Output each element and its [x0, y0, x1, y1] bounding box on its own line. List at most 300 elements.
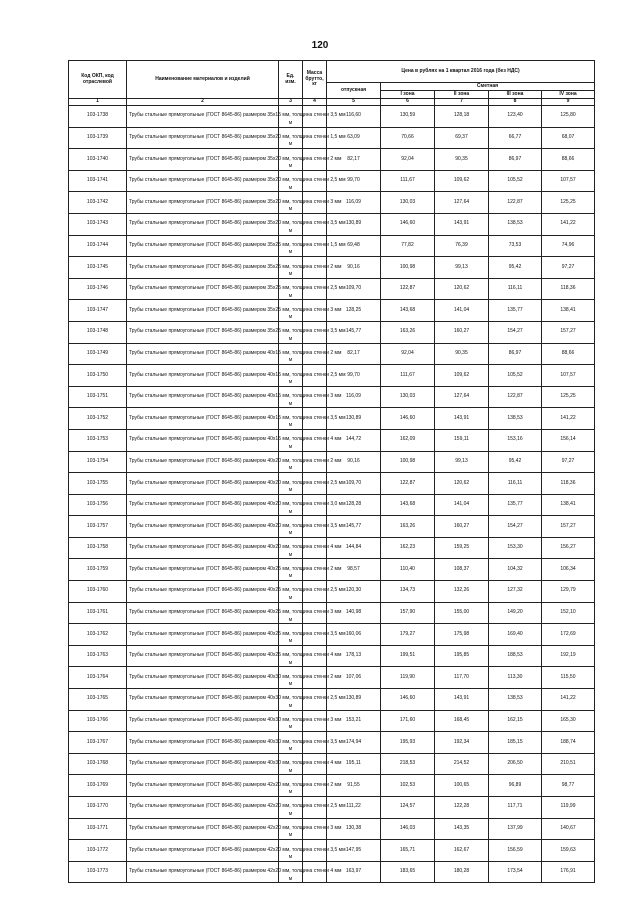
price-otpusknaya: 153,21 — [327, 710, 381, 732]
price-zone-1: 146,03 — [381, 818, 435, 840]
price-zone-4: 192,19 — [542, 645, 595, 667]
table-row — [69, 732, 595, 754]
item-code: 103-1769 — [69, 775, 127, 797]
item-name: Трубы стальные прямоугольные (ГОСТ 8645-86) размером 40х30 мм, толщина стенки 2 мм — [127, 667, 279, 689]
price-zone-1: 157,90 — [381, 602, 435, 624]
item-code: 103-1762 — [69, 624, 127, 646]
price-zone-2: 143,91 — [435, 689, 489, 711]
price-zone-3: 113,30 — [489, 667, 542, 689]
table-row — [69, 516, 595, 538]
price-zone-2: 160,27 — [435, 516, 489, 538]
price-zone-1: 165,71 — [381, 840, 435, 862]
price-zone-1: 92,04 — [381, 343, 435, 365]
price-zone-3: 73,53 — [489, 235, 542, 257]
table-row — [69, 343, 595, 365]
table-row — [69, 537, 595, 559]
item-name: Трубы стальные прямоугольные (ГОСТ 8645-86) размером 40х15 мм, толщина стенки 3,5 мм — [127, 408, 279, 430]
item-unit: м — [279, 429, 303, 451]
item-unit: м — [279, 602, 303, 624]
price-zone-2: 143,35 — [435, 818, 489, 840]
price-otpusknaya: 130,89 — [327, 408, 381, 430]
price-zone-3: 153,30 — [489, 537, 542, 559]
price-zone-2: 90,35 — [435, 343, 489, 365]
price-zone-4: 115,50 — [542, 667, 595, 689]
price-zone-3: 116,11 — [489, 278, 542, 300]
price-zone-3: 135,77 — [489, 300, 542, 322]
item-code: 103-1752 — [69, 408, 127, 430]
price-zone-1: 143,68 — [381, 300, 435, 322]
price-otpusknaya: 90,16 — [327, 257, 381, 279]
header-code: Код ОКП, код отраслевой — [69, 61, 127, 99]
price-zone-1: 70,66 — [381, 127, 435, 149]
price-zone-4: 159,63 — [542, 840, 595, 862]
price-otpusknaya: 178,13 — [327, 645, 381, 667]
item-unit: м — [279, 235, 303, 257]
price-otpusknaya: 99,70 — [327, 365, 381, 387]
price-zone-4: 141,22 — [542, 689, 595, 711]
price-zone-2: 155,00 — [435, 602, 489, 624]
price-zone-4: 107,57 — [542, 170, 595, 192]
item-name: Трубы стальные прямоугольные (ГОСТ 8645-86) размером 40х15 мм, толщина стенки 3 мм — [127, 386, 279, 408]
table-row — [69, 753, 595, 775]
price-zone-1: 100,98 — [381, 451, 435, 473]
price-zone-2: 128,18 — [435, 106, 489, 128]
price-zone-3: 104,32 — [489, 559, 542, 581]
item-name: Трубы стальные прямоугольные (ГОСТ 8645-86) размером 35х25 мм, толщина стенки 2 мм — [127, 257, 279, 279]
price-zone-3: 123,40 — [489, 106, 542, 128]
price-zone-4: 138,41 — [542, 300, 595, 322]
header-zone-1: I зона — [381, 91, 435, 99]
price-zone-3: 153,16 — [489, 429, 542, 451]
item-name: Трубы стальные прямоугольные (ГОСТ 8645-86) размером 35х20 мм, толщина стенки 3 мм — [127, 192, 279, 214]
price-zone-3: 137,99 — [489, 818, 542, 840]
item-unit: м — [279, 386, 303, 408]
price-otpusknaya: 130,38 — [327, 818, 381, 840]
item-code: 103-1756 — [69, 494, 127, 516]
item-code: 103-1749 — [69, 343, 127, 365]
price-zone-3: 138,53 — [489, 408, 542, 430]
price-zone-2: 175,98 — [435, 624, 489, 646]
price-zone-2: 99,13 — [435, 451, 489, 473]
price-zone-2: 122,28 — [435, 797, 489, 819]
price-zone-1: 146,60 — [381, 689, 435, 711]
price-zone-4: 98,77 — [542, 775, 595, 797]
price-zone-3: 135,77 — [489, 494, 542, 516]
price-zone-1: 111,67 — [381, 365, 435, 387]
price-zone-4: 118,36 — [542, 278, 595, 300]
price-zone-3: 138,53 — [489, 213, 542, 235]
table-row — [69, 559, 595, 581]
price-zone-1: 195,93 — [381, 732, 435, 754]
item-name: Трубы стальные прямоугольные (ГОСТ 8645-86) размером 40х15 мм, толщина стенки 4 мм — [127, 429, 279, 451]
price-otpusknaya: 116,60 — [327, 106, 381, 128]
col-number: 2 — [127, 99, 279, 106]
table-row — [69, 689, 595, 711]
price-zone-4: 165,30 — [542, 710, 595, 732]
price-otpusknaya: 69,48 — [327, 235, 381, 257]
item-name: Трубы стальные прямоугольные (ГОСТ 8645-86) размером 40х20 мм, толщина стенки 2 мм — [127, 451, 279, 473]
price-zone-2: 132,26 — [435, 581, 489, 603]
price-otpusknaya: 116,09 — [327, 192, 381, 214]
price-zone-4: 157,27 — [542, 321, 595, 343]
table-row — [69, 257, 595, 279]
table-row — [69, 624, 595, 646]
item-unit: м — [279, 365, 303, 387]
price-otpusknaya: 163,97 — [327, 861, 381, 883]
price-zone-3: 185,15 — [489, 732, 542, 754]
item-code: 103-1739 — [69, 127, 127, 149]
item-code: 103-1747 — [69, 300, 127, 322]
table-row — [69, 775, 595, 797]
page-number: 120 — [311, 40, 329, 51]
item-unit: м — [279, 645, 303, 667]
price-zone-3: 188,53 — [489, 645, 542, 667]
item-unit: м — [279, 473, 303, 495]
price-zone-4: 210,51 — [542, 753, 595, 775]
item-unit: м — [279, 321, 303, 343]
col-number: 1 — [69, 99, 127, 106]
item-code: 103-1748 — [69, 321, 127, 343]
price-zone-2: 100,65 — [435, 775, 489, 797]
item-name: Трубы стальные прямоугольные (ГОСТ 8645-86) размером 40х20 мм, толщина стенки 4 мм — [127, 537, 279, 559]
price-zone-4: 68,07 — [542, 127, 595, 149]
table-row — [69, 581, 595, 603]
item-unit: м — [279, 149, 303, 171]
price-zone-1: 163,26 — [381, 321, 435, 343]
item-code: 103-1744 — [69, 235, 127, 257]
item-unit: м — [279, 797, 303, 819]
price-zone-1: 110,40 — [381, 559, 435, 581]
item-name: Трубы стальные прямоугольные (ГОСТ 8645-86) размером 35х20 мм, толщина стенки 1,5 мм — [127, 127, 279, 149]
item-unit: м — [279, 581, 303, 603]
price-zone-2: 127,64 — [435, 386, 489, 408]
price-otpusknaya: 128,28 — [327, 494, 381, 516]
price-zone-2: 214,52 — [435, 753, 489, 775]
price-zone-4: 157,27 — [542, 516, 595, 538]
price-otpusknaya: 130,89 — [327, 689, 381, 711]
item-code: 103-1765 — [69, 689, 127, 711]
price-otpusknaya: 99,70 — [327, 170, 381, 192]
price-zone-1: 130,03 — [381, 192, 435, 214]
item-name: Трубы стальные прямоугольные (ГОСТ 8645-86) размером 40х25 мм, толщина стенки 4 мм — [127, 645, 279, 667]
item-name: Трубы стальные прямоугольные (ГОСТ 8645-86) размером 40х30 мм, толщина стенки 3,5 мм — [127, 732, 279, 754]
table-row — [69, 106, 595, 128]
item-unit: м — [279, 753, 303, 775]
col-number: 8 — [489, 99, 542, 106]
header-price: Цена в рублях на 1 квартал 2016 года (без НДС) — [327, 61, 595, 83]
price-zone-1: 122,87 — [381, 278, 435, 300]
price-zone-4: 118,36 — [542, 473, 595, 495]
item-unit: м — [279, 300, 303, 322]
price-zone-2: 109,62 — [435, 170, 489, 192]
price-zone-2: 159,25 — [435, 537, 489, 559]
price-otpusknaya: 147,95 — [327, 840, 381, 862]
item-unit: м — [279, 257, 303, 279]
item-name: Трубы стальные прямоугольные (ГОСТ 8645-86) размером 35х25 мм, толщина стенки 1,5 мм — [127, 235, 279, 257]
item-code: 103-1751 — [69, 386, 127, 408]
price-zone-1: 119,90 — [381, 667, 435, 689]
item-unit: м — [279, 170, 303, 192]
price-zone-2: 117,70 — [435, 667, 489, 689]
price-otpusknaya: 145,77 — [327, 321, 381, 343]
price-zone-3: 95,42 — [489, 451, 542, 473]
price-otpusknaya: 107,06 — [327, 667, 381, 689]
price-zone-3: 86,97 — [489, 343, 542, 365]
price-zone-2: 99,13 — [435, 257, 489, 279]
item-name: Трубы стальные прямоугольные (ГОСТ 8645-86) размером 40х25 мм, толщина стенки 2,5 мм — [127, 581, 279, 603]
price-zone-2: 109,62 — [435, 365, 489, 387]
price-zone-1: 179,27 — [381, 624, 435, 646]
price-zone-2: 141,04 — [435, 300, 489, 322]
price-zone-2: 69,37 — [435, 127, 489, 149]
item-code: 103-1754 — [69, 451, 127, 473]
header-smetnaya: Сметная — [381, 83, 595, 91]
table-row — [69, 300, 595, 322]
price-table — [68, 60, 595, 883]
table-row — [69, 429, 595, 451]
item-unit: м — [279, 494, 303, 516]
price-otpusknaya: 144,84 — [327, 537, 381, 559]
item-name: Трубы стальные прямоугольные (ГОСТ 8645-86) размером 42х20 мм, толщина стенки 2,5 мм — [127, 797, 279, 819]
price-zone-2: 120,62 — [435, 473, 489, 495]
price-zone-4: 156,14 — [542, 429, 595, 451]
item-unit: м — [279, 840, 303, 862]
price-zone-1: 199,51 — [381, 645, 435, 667]
price-zone-4: 141,22 — [542, 408, 595, 430]
item-code: 103-1742 — [69, 192, 127, 214]
table-row — [69, 494, 595, 516]
price-otpusknaya: 63,09 — [327, 127, 381, 149]
price-zone-4: 119,99 — [542, 797, 595, 819]
price-zone-3: 105,52 — [489, 365, 542, 387]
table-row — [69, 170, 595, 192]
item-unit: м — [279, 775, 303, 797]
item-name: Трубы стальные прямоугольные (ГОСТ 8645-86) размером 35х20 мм, толщина стенки 2,5 мм — [127, 170, 279, 192]
item-name: Трубы стальные прямоугольные (ГОСТ 8645-86) размером 35х25 мм, толщина стенки 2,5 мм — [127, 278, 279, 300]
item-code: 103-1743 — [69, 213, 127, 235]
price-zone-3: 96,89 — [489, 775, 542, 797]
item-unit: м — [279, 516, 303, 538]
col-number: 3 — [279, 99, 303, 106]
item-code: 103-1770 — [69, 797, 127, 819]
price-zone-2: 168,45 — [435, 710, 489, 732]
price-zone-4: 188,74 — [542, 732, 595, 754]
item-code: 103-1741 — [69, 170, 127, 192]
item-unit: м — [279, 689, 303, 711]
price-otpusknaya: 98,57 — [327, 559, 381, 581]
price-zone-3: 127,32 — [489, 581, 542, 603]
price-zone-4: 172,69 — [542, 624, 595, 646]
item-name: Трубы стальные прямоугольные (ГОСТ 8645-86) размером 35х25 мм, толщина стенки 3 мм — [127, 300, 279, 322]
item-unit: м — [279, 192, 303, 214]
item-code: 103-1757 — [69, 516, 127, 538]
item-name: Трубы стальные прямоугольные (ГОСТ 8645-86) размером 40х20 мм, толщина стенки 2,5 мм — [127, 473, 279, 495]
price-otpusknaya: 91,55 — [327, 775, 381, 797]
item-code: 103-1760 — [69, 581, 127, 603]
price-zone-2: 143,91 — [435, 408, 489, 430]
price-zone-4: 106,34 — [542, 559, 595, 581]
price-zone-2: 127,64 — [435, 192, 489, 214]
item-code: 103-1755 — [69, 473, 127, 495]
price-zone-2: 162,67 — [435, 840, 489, 862]
table-row — [69, 213, 595, 235]
table-row — [69, 408, 595, 430]
price-zone-1: 162,09 — [381, 429, 435, 451]
price-zone-3: 95,42 — [489, 257, 542, 279]
item-name: Трубы стальные прямоугольные (ГОСТ 8645-86) размером 42х20 мм, толщина стенки 4 мм — [127, 861, 279, 883]
item-unit: м — [279, 667, 303, 689]
item-unit: м — [279, 861, 303, 883]
price-otpusknaya: 82,17 — [327, 149, 381, 171]
price-otpusknaya: 145,77 — [327, 516, 381, 538]
price-otpusknaya: 109,70 — [327, 278, 381, 300]
col-number: 7 — [435, 99, 489, 106]
table-row — [69, 192, 595, 214]
price-otpusknaya: 82,17 — [327, 343, 381, 365]
price-zone-3: 154,27 — [489, 516, 542, 538]
item-code: 103-1771 — [69, 818, 127, 840]
item-unit: м — [279, 127, 303, 149]
item-name: Трубы стальные прямоугольные (ГОСТ 8645-86) размером 40х15 мм, толщина стенки 2 мм — [127, 343, 279, 365]
price-zone-3: 66,77 — [489, 127, 542, 149]
item-code: 103-1745 — [69, 257, 127, 279]
col-number: 9 — [542, 99, 595, 106]
price-otpusknaya: 120,30 — [327, 581, 381, 603]
price-zone-4: 88,66 — [542, 149, 595, 171]
item-code: 103-1746 — [69, 278, 127, 300]
table-row — [69, 127, 595, 149]
item-name: Трубы стальные прямоугольные (ГОСТ 8645-86) размером 40х20 мм, толщина стенки 3,0 мм — [127, 494, 279, 516]
price-zone-1: 163,26 — [381, 516, 435, 538]
header-unit: Ед. изм. — [279, 61, 303, 99]
header-zone-2: II зона — [435, 91, 489, 99]
item-name: Трубы стальные прямоугольные (ГОСТ 8645-86) размером 42х20 мм, толщина стенки 3 мм — [127, 818, 279, 840]
price-zone-3: 149,20 — [489, 602, 542, 624]
price-zone-2: 143,91 — [435, 213, 489, 235]
price-otpusknaya: 174,94 — [327, 732, 381, 754]
price-zone-1: 124,57 — [381, 797, 435, 819]
price-zone-3: 154,27 — [489, 321, 542, 343]
item-code: 103-1764 — [69, 667, 127, 689]
table-row — [69, 278, 595, 300]
price-zone-4: 129,79 — [542, 581, 595, 603]
table-row — [69, 840, 595, 862]
price-otpusknaya: 130,89 — [327, 213, 381, 235]
item-unit: м — [279, 710, 303, 732]
price-zone-1: 134,73 — [381, 581, 435, 603]
price-zone-1: 130,59 — [381, 106, 435, 128]
price-zone-1: 111,67 — [381, 170, 435, 192]
item-name: Трубы стальные прямоугольные (ГОСТ 8645-86) размером 40х30 мм, толщина стенки 4 мм — [127, 753, 279, 775]
item-code: 103-1753 — [69, 429, 127, 451]
table-row — [69, 235, 595, 257]
header-zone-4: IV зона — [542, 91, 595, 99]
price-zone-4: 152,10 — [542, 602, 595, 624]
price-otpusknaya: 128,25 — [327, 300, 381, 322]
price-zone-4: 88,66 — [542, 343, 595, 365]
table-row — [69, 667, 595, 689]
item-unit: м — [279, 451, 303, 473]
price-zone-4: 140,67 — [542, 818, 595, 840]
item-name: Трубы стальные прямоугольные (ГОСТ 8645-86) размером 42х20 мм, толщина стенки 3,5 мм — [127, 840, 279, 862]
price-zone-1: 146,60 — [381, 213, 435, 235]
col-number: 6 — [381, 99, 435, 106]
price-zone-1: 218,53 — [381, 753, 435, 775]
table-row — [69, 365, 595, 387]
item-code: 103-1761 — [69, 602, 127, 624]
item-name: Трубы стальные прямоугольные (ГОСТ 8645-86) размером 40х25 мм, толщина стенки 3 мм — [127, 602, 279, 624]
item-unit: м — [279, 818, 303, 840]
item-code: 103-1766 — [69, 710, 127, 732]
item-name: Трубы стальные прямоугольные (ГОСТ 8645-86) размером 35х20 мм, толщина стенки 2 мм — [127, 149, 279, 171]
price-zone-1: 102,53 — [381, 775, 435, 797]
price-zone-2: 180,28 — [435, 861, 489, 883]
price-zone-3: 86,97 — [489, 149, 542, 171]
price-otpusknaya: 195,11 — [327, 753, 381, 775]
item-name: Трубы стальные прямоугольные (ГОСТ 8645-86) размером 40х30 мм, толщина стенки 2,5 мм — [127, 689, 279, 711]
price-otpusknaya: 160,06 — [327, 624, 381, 646]
price-zone-1: 143,68 — [381, 494, 435, 516]
header-zone-3: III зона — [489, 91, 542, 99]
price-zone-3: 206,50 — [489, 753, 542, 775]
item-code: 103-1763 — [69, 645, 127, 667]
price-zone-1: 130,03 — [381, 386, 435, 408]
price-zone-4: 156,27 — [542, 537, 595, 559]
item-code: 103-1773 — [69, 861, 127, 883]
price-zone-3: 162,15 — [489, 710, 542, 732]
table-row — [69, 149, 595, 171]
item-unit: м — [279, 559, 303, 581]
price-otpusknaya: 90,16 — [327, 451, 381, 473]
price-otpusknaya: 109,70 — [327, 473, 381, 495]
item-name: Трубы стальные прямоугольные (ГОСТ 8645-86) размером 35х25 мм, толщина стенки 3,5 мм — [127, 321, 279, 343]
price-zone-3: 156,59 — [489, 840, 542, 862]
price-zone-3: 169,40 — [489, 624, 542, 646]
price-zone-4: 125,80 — [542, 106, 595, 128]
table-row — [69, 645, 595, 667]
item-unit: м — [279, 732, 303, 754]
item-name: Трубы стальные прямоугольные (ГОСТ 8645-86) размером 40х30 мм, толщина стенки 3 мм — [127, 710, 279, 732]
price-zone-1: 77,82 — [381, 235, 435, 257]
price-zone-3: 122,87 — [489, 386, 542, 408]
price-zone-4: 138,41 — [542, 494, 595, 516]
price-zone-2: 90,35 — [435, 149, 489, 171]
table-row — [69, 861, 595, 883]
col-number: 5 — [327, 99, 381, 106]
item-code: 103-1772 — [69, 840, 127, 862]
price-zone-1: 162,23 — [381, 537, 435, 559]
price-zone-3: 117,71 — [489, 797, 542, 819]
header-mass: Масса брутто, кг — [303, 61, 327, 99]
item-name: Трубы стальные прямоугольные (ГОСТ 8645-86) размером 40х15 мм, толщина стенки 2,5 мм — [127, 365, 279, 387]
price-zone-1: 92,04 — [381, 149, 435, 171]
item-code: 103-1750 — [69, 365, 127, 387]
table-body — [69, 106, 595, 883]
price-zone-2: 159,11 — [435, 429, 489, 451]
item-name: Трубы стальные прямоугольные (ГОСТ 8645-86) размером 42х20 мм, толщина стенки 2 мм — [127, 775, 279, 797]
price-zone-3: 173,54 — [489, 861, 542, 883]
price-otpusknaya: 140,98 — [327, 602, 381, 624]
price-zone-3: 116,11 — [489, 473, 542, 495]
item-unit: м — [279, 213, 303, 235]
price-zone-2: 192,34 — [435, 732, 489, 754]
item-code: 103-1758 — [69, 537, 127, 559]
price-otpusknaya: 144,72 — [327, 429, 381, 451]
price-otpusknaya: 116,09 — [327, 386, 381, 408]
price-otpusknaya: 111,22 — [327, 797, 381, 819]
price-zone-2: 76,39 — [435, 235, 489, 257]
price-zone-2: 195,85 — [435, 645, 489, 667]
